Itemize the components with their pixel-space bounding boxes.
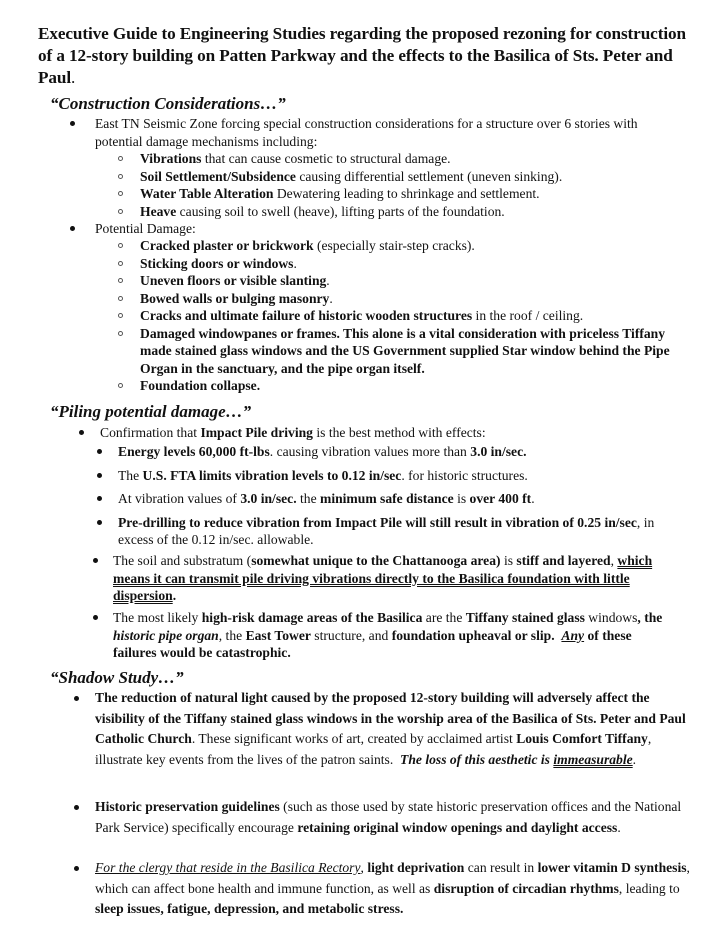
- text-run: .: [172, 588, 177, 603]
- text-run: minimum safe distance: [320, 491, 454, 506]
- circle-bullet-icon: [118, 243, 123, 248]
- text-run: somewhat unique to the Chattanooga area): [251, 553, 501, 568]
- text: Confirmation that: [100, 425, 201, 440]
- circle-bullet-icon: [118, 191, 123, 196]
- item-text: Dewatering leading to shrinkage and settlement.: [273, 186, 540, 201]
- potential-damage-text: Potential Damage:: [95, 221, 196, 236]
- text-run: the: [296, 491, 320, 506]
- text-run: .: [617, 819, 621, 835]
- item-bold: Cracked plaster or brickwork: [140, 238, 314, 253]
- text-run: The loss of this aesthetic is: [400, 751, 554, 767]
- text-run: Energy levels 60,000 ft-lbs: [118, 444, 270, 459]
- bullet-icon: [74, 696, 79, 701]
- text-run: lower vitamin D synthesis: [537, 860, 687, 875]
- circle-bullet-icon: [118, 331, 123, 336]
- text-run: of these failures would be catastrophic.: [113, 627, 632, 660]
- bullet-icon: [74, 805, 79, 810]
- shadow-preservation: [95, 797, 690, 838]
- text-run: are the: [422, 610, 466, 625]
- text-run: stiff and layered: [516, 553, 611, 568]
- item-bold: Vibrations: [140, 151, 202, 166]
- list-item-damage: [140, 307, 688, 325]
- item-bold: Bowed walls or bulging masonry: [140, 290, 330, 306]
- list-item-effect: [118, 443, 673, 461]
- text-run: 3.0 in/sec.: [470, 444, 527, 459]
- item-bold: Soil Settlement/Subsidence: [140, 168, 296, 184]
- list-item-risk: [113, 609, 678, 662]
- text-run: . for historic structures.: [401, 467, 528, 483]
- text-run: 3.0 in/sec.: [240, 491, 297, 506]
- text-run: historic pipe organ: [113, 627, 219, 643]
- text-run: is: [453, 491, 470, 506]
- text-run: , the: [218, 627, 246, 643]
- piling-risk: [113, 609, 678, 662]
- text-run: high-risk damage areas of the Basilica: [201, 610, 423, 625]
- piling-soil: [113, 552, 678, 605]
- circle-bullet-icon: [118, 174, 123, 179]
- potential-damage-list: [140, 237, 688, 395]
- bullet-icon: [93, 558, 98, 563]
- text-run: (such as those used by state historic preservation offices and the National Park Service) specifically encourage: [95, 799, 682, 835]
- text-run: Louis Comfort Tiffany: [516, 731, 648, 746]
- text-run: . These significant works of art, created by acclaimed artist: [191, 731, 517, 746]
- heading-construction-considerations: “Construction Considerations…”: [50, 94, 286, 113]
- circle-bullet-icon: [118, 261, 123, 266]
- item-bold: Uneven floors or visible slanting: [140, 273, 327, 288]
- list-item-mechanism: [140, 150, 685, 168]
- text-run: immeasurable: [553, 751, 633, 767]
- text-run: The most likely: [113, 610, 202, 625]
- circle-bullet-icon: [118, 156, 123, 161]
- construction-list: [95, 115, 685, 150]
- text-run: At vibration values of: [118, 491, 241, 506]
- text-run: which means it can transmit pile driving vibrations directly to the Basilica foundation with little dispersion: [113, 553, 653, 603]
- text-run: .: [632, 751, 637, 767]
- text-run: windows: [584, 610, 638, 625]
- text-run: , leading to: [618, 880, 680, 896]
- circle-bullet-icon: [118, 313, 123, 318]
- text-run: disruption of circadian rhythms: [433, 880, 619, 896]
- piling-effects-list: [118, 443, 673, 549]
- title-period: .: [71, 68, 76, 87]
- circle-bullet-icon: [118, 209, 123, 214]
- text-run: .: [531, 491, 535, 506]
- text-run: The reduction of natural light caused by the proposed 12-story building will adversely affect the visibility of the Tiffany stained glass windows in the worship area of the Basilica of Sts. Peter and Paul Catholic Church: [95, 690, 686, 746]
- list-item-effect: [118, 467, 673, 485]
- text-bold: Impact Pile driving: [200, 425, 313, 440]
- item-bold: Cracks and ultimate failure of historic wooden structures: [140, 308, 473, 323]
- item-bold: Damaged windowpanes or frames. This alone is a vital consideration with priceless Tiffany made stained glass windows and the US Government supplied Star window behind the Pipe Organ in the sanctuary, and the pipe organ itself.: [140, 325, 670, 376]
- text-run: ,: [610, 553, 618, 568]
- item-bold: Sticking doors or windows: [140, 255, 294, 271]
- list-item-effect: [118, 514, 673, 549]
- list-item-effect: [118, 490, 673, 508]
- text-run: Pre-drilling to reduce vibration from Impact Pile will still result in vibration of 0.25 in/sec: [118, 514, 637, 530]
- list-item-damage: [140, 237, 688, 255]
- text-run: structure, and: [310, 627, 392, 643]
- list-item-mechanism: [140, 185, 685, 203]
- list-item-light: [95, 688, 690, 770]
- list-item-soil: [113, 552, 678, 605]
- text-run: [561, 628, 584, 643]
- text-run: , in excess of the 0.12 in/sec. allowable.: [118, 514, 655, 547]
- bullet-icon: [97, 473, 102, 478]
- list-item-mechanism: [140, 203, 685, 221]
- item-text: .: [329, 290, 333, 306]
- text-run: [113, 628, 219, 643]
- text-run: The: [118, 467, 143, 483]
- seismic-mechanisms-list: [140, 150, 685, 220]
- text-run: , the: [637, 610, 663, 625]
- heading-shadow-study: “Shadow Study…”: [50, 668, 184, 687]
- text-run: U.S. FTA limits vibration levels to 0.12 in/sec: [142, 467, 402, 483]
- item-bold: Heave: [140, 203, 177, 219]
- piling-confirmation: [100, 424, 690, 442]
- text-run: Historic preservation guidelines: [95, 799, 280, 814]
- item-text: that can cause cosmetic to structural damage.: [201, 151, 451, 166]
- text-run: , illustrate key events from the lives of the patron saints.: [95, 731, 655, 767]
- text-run: can result in: [464, 860, 538, 875]
- text-run: [400, 752, 633, 767]
- bullet-icon: [70, 226, 75, 231]
- circle-bullet-icon: [118, 278, 123, 283]
- bullet-icon: [97, 449, 102, 454]
- item-bold: Water Table Alteration: [140, 186, 274, 201]
- heading-piling-potential-damage: “Piling potential damage…”: [50, 402, 252, 421]
- item-text: in the roof / ceiling.: [472, 308, 584, 323]
- list-item-preservation: [95, 797, 690, 838]
- bullet-icon: [70, 121, 75, 126]
- text-run: is: [500, 553, 517, 568]
- seismic-text: East TN Seismic Zone forcing special construction considerations for a structure over 6 stories with potential damage mechanisms including:: [95, 116, 638, 149]
- shadow-clergy: [95, 858, 695, 920]
- circle-bullet-icon: [118, 296, 123, 301]
- list-item-damage: [140, 325, 688, 378]
- text-run: . causing vibration values more than: [269, 444, 471, 459]
- item-bold: Foundation collapse.: [140, 378, 261, 393]
- text-run: , which can affect bone health and immune function, as well as: [95, 860, 690, 896]
- item-text: .: [326, 273, 330, 288]
- list-item-damage: [140, 290, 688, 308]
- list-item-mechanism: [140, 168, 685, 186]
- list-item-damage: [140, 377, 688, 395]
- potential-damage-header: [95, 220, 685, 238]
- text-run: ,: [360, 860, 368, 875]
- text-run: over 400 ft: [469, 491, 532, 506]
- list-item-clergy: [95, 858, 695, 920]
- shadow-light: [95, 688, 690, 770]
- text-run: light deprivation: [367, 860, 465, 875]
- item-text: causing soil to swell (heave), lifting parts of the foundation.: [176, 203, 505, 219]
- bullet-icon: [97, 520, 102, 525]
- list-item-seismic: [95, 115, 685, 150]
- bullet-icon: [97, 496, 102, 501]
- text-run: For the clergy that reside in the Basilica Rectory: [95, 860, 361, 875]
- text-run: East Tower: [245, 627, 311, 643]
- bullet-icon: [74, 866, 79, 871]
- text-run: retaining original window openings and daylight access: [297, 819, 618, 835]
- title-text: Executive Guide to Engineering Studies regarding the proposed rezoning for construction of a 12-story building on Patten Parkway and the effects to the Basilica of Sts. Peter and Paul: [38, 24, 686, 87]
- circle-bullet-icon: [118, 383, 123, 388]
- item-text: causing differential settlement (uneven sinking).: [295, 168, 563, 184]
- bullet-icon: [93, 615, 98, 620]
- text-run: foundation upheaval or slip.: [391, 627, 555, 643]
- list-item-damage: [140, 272, 688, 290]
- item-text: .: [293, 255, 297, 271]
- text-run: sleep issues, fatigue, depression, and metabolic stress.: [95, 901, 404, 916]
- item-text: (especially stair-step cracks).: [313, 238, 475, 253]
- bullet-icon: [79, 430, 84, 435]
- text: is the best method with effects:: [312, 425, 486, 440]
- text-run: Any: [561, 627, 585, 643]
- document-title: [38, 23, 688, 89]
- list-item-damage: [140, 255, 688, 273]
- list-item-potential-damage: [95, 220, 685, 238]
- list-item-confirmation: [100, 424, 690, 442]
- text-run: Tiffany stained glass: [465, 610, 585, 625]
- text-run: The soil and substratum (: [113, 553, 252, 568]
